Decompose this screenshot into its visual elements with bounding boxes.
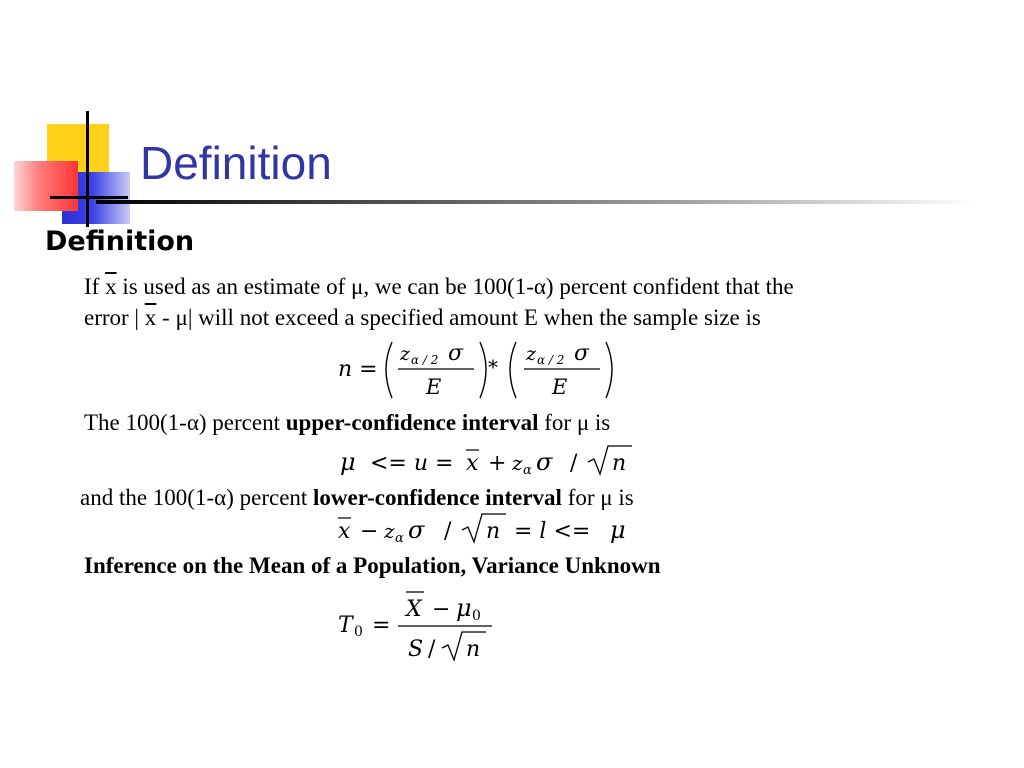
text: is bbox=[612, 485, 634, 510]
eq-relation: <= u = bbox=[370, 451, 454, 476]
eq-T-subscript: 0 bbox=[354, 624, 363, 640]
eq-x-bar: x bbox=[338, 519, 351, 544]
x-bar-symbol: $\overline{x}$ bbox=[105, 274, 117, 299]
eq-z: z bbox=[512, 451, 523, 475]
text: | will not exceed a specified amount E when the sample size is bbox=[187, 305, 761, 330]
mu-symbol: μ bbox=[175, 305, 188, 330]
eq-z: z bbox=[526, 343, 537, 365]
text: , we can be 100(1- bbox=[363, 274, 534, 299]
paragraph-line-2 bbox=[84, 302, 794, 333]
eq-lhs: n = bbox=[338, 357, 378, 382]
text: If bbox=[84, 274, 106, 299]
lower-confidence-interval-term: lower-confidence interval bbox=[313, 485, 562, 510]
eq-z-subscript: α bbox=[523, 463, 532, 478]
alpha-symbol: α bbox=[533, 274, 546, 299]
paragraph-lower-interval bbox=[80, 482, 634, 513]
eq-mu: μ bbox=[610, 516, 626, 544]
equation-upper-bound bbox=[336, 442, 646, 480]
eq-minus: − bbox=[432, 597, 451, 622]
left-paren bbox=[510, 342, 516, 398]
alpha-symbol: α bbox=[214, 485, 227, 510]
eq-z: z bbox=[400, 343, 411, 365]
paragraph-line-1 bbox=[84, 271, 794, 302]
eq-sigma: σ bbox=[448, 341, 464, 366]
eq-times: * bbox=[488, 355, 498, 379]
eq-E: E bbox=[552, 375, 568, 399]
eq-n: n bbox=[486, 519, 501, 544]
eq-mu-subscript: 0 bbox=[472, 608, 481, 624]
eq-z-subscript: α bbox=[395, 531, 404, 546]
eq-sigma: σ bbox=[536, 448, 553, 476]
paragraph-sample-size bbox=[84, 271, 794, 333]
equation-t-statistic bbox=[334, 586, 534, 666]
mu-symbol: μ bbox=[351, 274, 364, 299]
text: for bbox=[538, 410, 577, 435]
x-bar-symbol: $\overline{x}$ bbox=[144, 305, 157, 330]
mu-symbol: μ bbox=[576, 410, 590, 435]
text: and the 100(1- bbox=[80, 485, 215, 510]
eq-T: T bbox=[338, 613, 353, 638]
eq-z-subscript: α / 2 bbox=[411, 353, 439, 367]
alpha-symbol: α bbox=[186, 410, 199, 435]
paragraph-upper-interval bbox=[84, 407, 610, 438]
text: is bbox=[589, 410, 611, 435]
eq-S: S bbox=[408, 637, 424, 662]
right-paren bbox=[480, 342, 486, 398]
eq-z-subscript: α / 2 bbox=[537, 353, 565, 367]
eq-mu: μ bbox=[456, 594, 472, 622]
decor-vertical-line bbox=[86, 111, 89, 227]
decor-horizontal-line bbox=[50, 196, 128, 199]
text: for bbox=[561, 485, 601, 510]
text: error | bbox=[84, 305, 145, 330]
eq-X-bar: X bbox=[406, 597, 422, 622]
eq-x-bar: x bbox=[466, 451, 479, 476]
equation-lower-bound bbox=[334, 510, 644, 548]
upper-confidence-interval-term: upper-confidence interval bbox=[285, 410, 539, 435]
text: ) percent confident that the bbox=[545, 274, 794, 299]
eq-z: z bbox=[384, 519, 395, 543]
eq-sigma: σ bbox=[408, 516, 425, 544]
eq-E: E bbox=[426, 375, 442, 399]
title-underline-rule bbox=[96, 200, 976, 204]
text: - bbox=[156, 305, 176, 330]
left-paren bbox=[386, 342, 392, 398]
section-subtitle-variance-unknown: Inference on the Mean of a Population, Variance Unknown bbox=[84, 553, 661, 578]
text: ) percent bbox=[226, 485, 314, 510]
mu-symbol: μ bbox=[600, 485, 613, 510]
decor-red-square bbox=[14, 161, 78, 211]
text: ) percent bbox=[198, 410, 286, 435]
eq-slash: / bbox=[570, 451, 578, 476]
eq-slash: / bbox=[444, 519, 452, 544]
text: is used as an estimate of bbox=[116, 274, 351, 299]
equation-sample-size bbox=[330, 336, 630, 402]
eq-n: n bbox=[466, 637, 481, 662]
eq-n: n bbox=[612, 451, 627, 476]
right-paren bbox=[606, 342, 612, 398]
section-heading: Definition bbox=[45, 226, 195, 257]
eq-minus: − bbox=[360, 519, 379, 544]
eq-relation: = l <= bbox=[514, 519, 591, 544]
eq-slash: / bbox=[428, 637, 436, 662]
slide-title: Definition bbox=[140, 137, 332, 189]
eq-plus: + bbox=[488, 451, 507, 476]
text: The 100(1- bbox=[84, 410, 187, 435]
eq-equals: = bbox=[372, 613, 391, 638]
eq-mu: μ bbox=[340, 448, 356, 476]
eq-sigma: σ bbox=[574, 341, 590, 366]
